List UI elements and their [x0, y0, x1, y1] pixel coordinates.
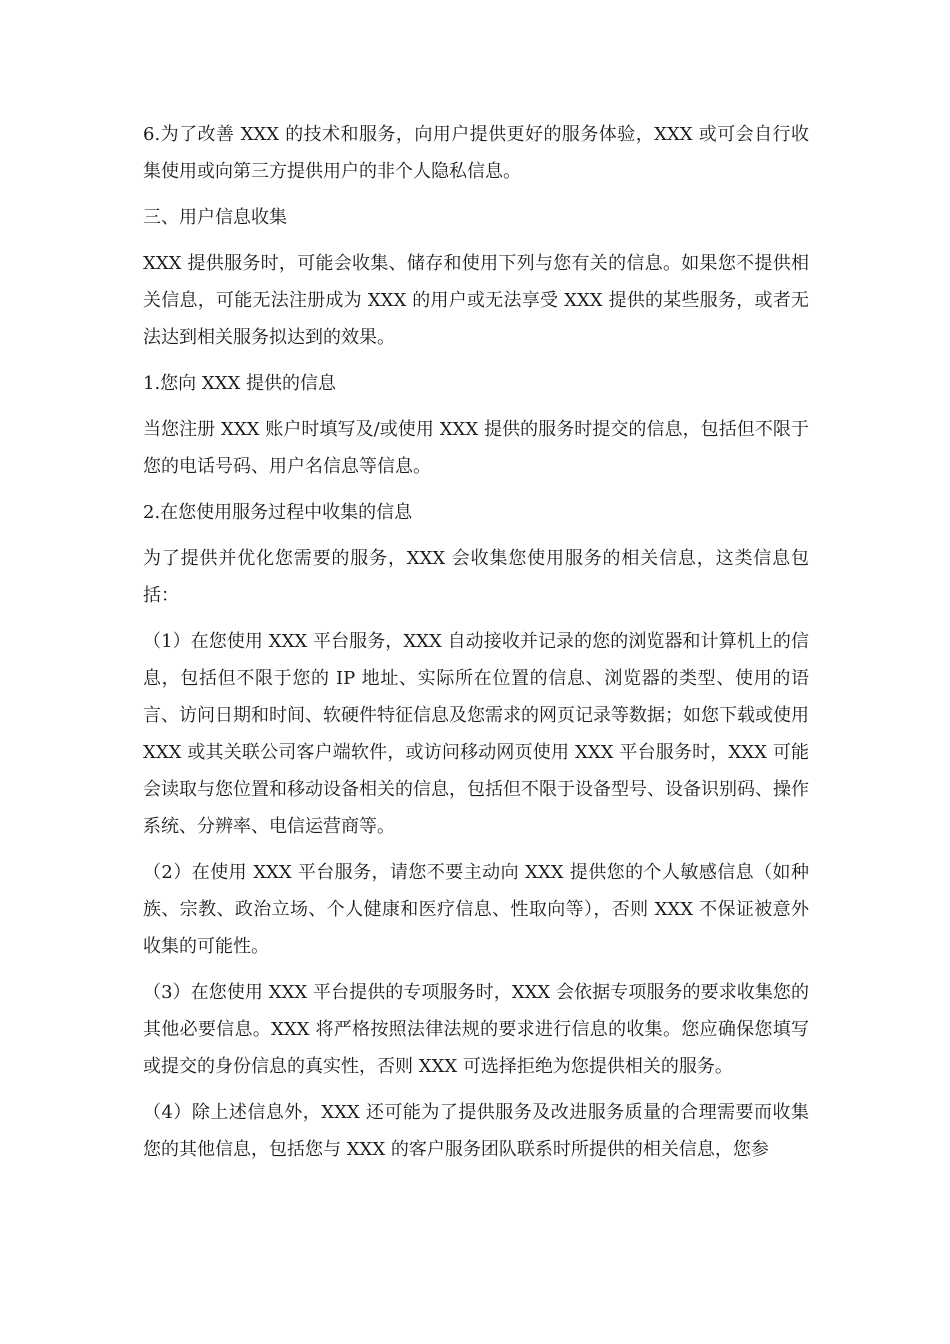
document-body — [143, 116, 809, 1177]
section-heading-user-info-collection: 三、用户信息收集 — [143, 207, 287, 228]
paragraph-item-3: （3）在您使用 XXX 平台提供的专项服务时，XXX 会依据专项服务的要求收集您的其他必要信息。XXX 将严格按照法律法规的要求进行信息的收集。您应确保您填写或提交的身份信息的真实性，否则 XXX 可选择拒绝为您提供相关的服务。 — [143, 982, 809, 1077]
paragraph-item-2: （2）在使用 XXX 平台服务，请您不要主动向 XXX 提供您的个人敏感信息（如种族、宗教、政治立场、个人健康和医疗信息、性取向等），否则 XXX 不保证被意外收集的可能性。 — [143, 862, 809, 957]
paragraph-collection-intro: XXX 提供服务时，可能会收集、储存和使用下列与您有关的信息。如果您不提供相关信息，可能无法注册成为 XXX 的用户或无法享受 XXX 提供的某些服务，或者无法达到相关服务拟达到的效果。 — [143, 253, 809, 348]
subheading-info-you-provide: 1.您向 XXX 提供的信息 — [143, 373, 337, 394]
paragraph-item-1: （1）在您使用 XXX 平台服务，XXX 自动接收并记录的您的浏览器和计算机上的信息，包括但不限于您的 IP 地址、实际所在位置的信息、浏览器的类型、使用的语言、访问日期和时间、软硬件特征信息及您需求的网页记录等数据；如您下载或使用 XXX 或其关联公司客户端软件，或访问移动网页使用 XXX 平台服务时，XXX 可能会读取与您位置和移动设备相关的信息，包括但不限于设备型号、设备识别码、操作系统、分辨率、电信运营商等。 — [143, 631, 809, 837]
paragraph-usage-info-intro: 为了提供并优化您需要的服务，XXX 会收集您使用服务的相关信息，这类信息包括： — [143, 548, 809, 606]
paragraph-registration-info: 当您注册 XXX 账户时填写及/或使用 XXX 提供的服务时提交的信息，包括但不限于您的电话号码、用户名信息等信息。 — [143, 419, 809, 477]
subheading-info-collected-during-use: 2.在您使用服务过程中收集的信息 — [143, 502, 413, 523]
paragraph-6-improve-service: 6.为了改善 XXX 的技术和服务，向用户提供更好的服务体验，XXX 或可会自行收集使用或向第三方提供用户的非个人隐私信息。 — [143, 124, 809, 182]
paragraph-item-4: （4）除上述信息外，XXX 还可能为了提供服务及改进服务质量的合理需要而收集您的其他信息，包括您与 XXX 的客户服务团队联系时所提供的相关信息，您参 — [143, 1102, 809, 1160]
